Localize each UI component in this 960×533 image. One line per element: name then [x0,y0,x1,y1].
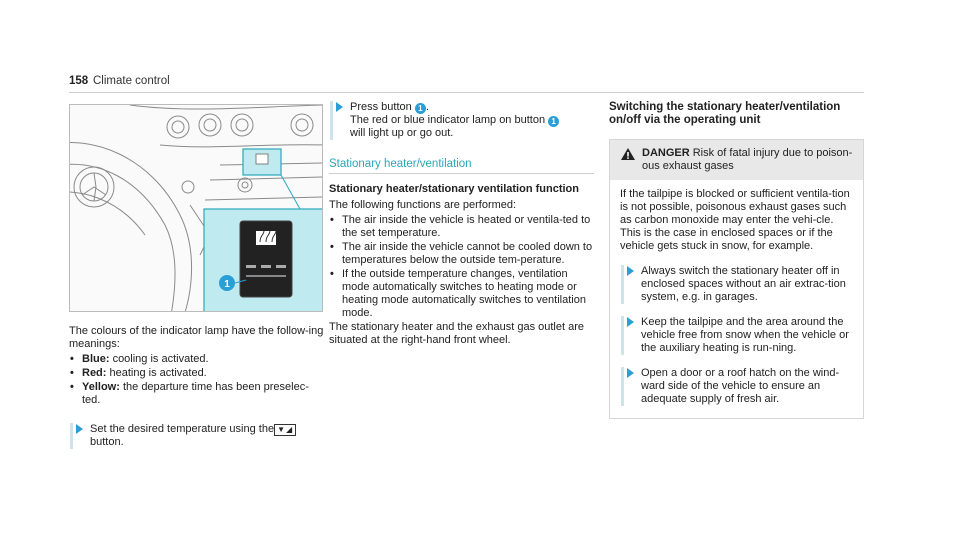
function-list [329,214,594,320]
column-left [69,325,324,449]
danger-description: If the tailpipe is blocked or sufficient ventila-tion is not possible, poisonous exhaust gases such as carbon monoxide may enter the vehi-cle. This is the case in enclosed spaces or if the vehicle gets stuck in snow, for example. [620,188,850,252]
dashboard-illustration [69,104,323,312]
dashboard-drawing [70,105,323,312]
action-item: Always switch the stationary heater off in enclosed spaces without an air extrac-tion system, e.g. in garages. [621,265,853,304]
page-number: 158 [69,75,89,87]
action-arrow-icon [627,368,634,378]
list-item: • If the outside temperature changes, ventilation mode automatically switches to heating mode or heating mode automatically switches to ventilation mode. [329,268,594,320]
list-item: • The air inside the vehicle is heated or ventila-ted to the set temperature. [329,214,594,240]
danger-title: Risk of fatal injury due to poison-ous exhaust gases [642,147,853,172]
action-arrow-icon [627,266,634,276]
action-press-button: Press button 1 . The red or blue indicator lamp on button 1 will light up or go out. [330,101,594,140]
list-item: • Yellow: the departure time has been preselec-ted. [69,381,324,407]
danger-body [610,180,863,418]
action-set-temperature: Set the desired temperature using the ▼◢ button. [70,423,324,449]
function-intro: The following functions are performed: [329,199,517,211]
action-item: Keep the tailpipe and the area around the vehicle free from snow when the vehicle or the auxiliary heating is run-ning. [621,316,853,355]
action-arrow-icon [76,424,83,434]
list-item: • The air inside the vehicle cannot be cooled down to temperatures below the outside tem-perature. [329,241,594,267]
section-heading: Stationary heater/ventilation [329,158,594,174]
danger-box [609,139,864,419]
section-heading: Switching the stationary heater/ventilation on/off via the operating unit [609,101,841,126]
list-item: • Blue: cooling is activated. [69,353,324,366]
callout-badge: 1 [415,103,426,114]
closing-paragraph: The stationary heater and the exhaust gas outlet are situated at the right-hand front wheel. [329,321,584,346]
page-header [69,75,864,93]
callout-number: 1 [224,279,230,290]
danger-header [610,140,863,180]
column-middle [329,101,594,347]
action-arrow-icon [627,317,634,327]
warning-icon [621,148,635,160]
danger-label: DANGER [642,147,690,159]
action-arrow-icon [336,102,343,112]
indicator-intro: The colours of the indicator lamp have the follow-ing meanings: [69,325,324,350]
action-item: Open a door or a roof hatch on the wind-ward side of the vehicle to ensure an adequate supply of fresh air. [621,367,853,406]
column-right [609,101,864,419]
temperature-key-icon: ▼◢ [274,424,296,436]
function-heading: Stationary heater/stationary ventilation function [329,183,579,195]
callout-badge: 1 [548,116,559,127]
section-title: Climate control [93,75,170,87]
list-item: • Red: heating is activated. [69,367,324,380]
meaning-list [69,353,324,407]
